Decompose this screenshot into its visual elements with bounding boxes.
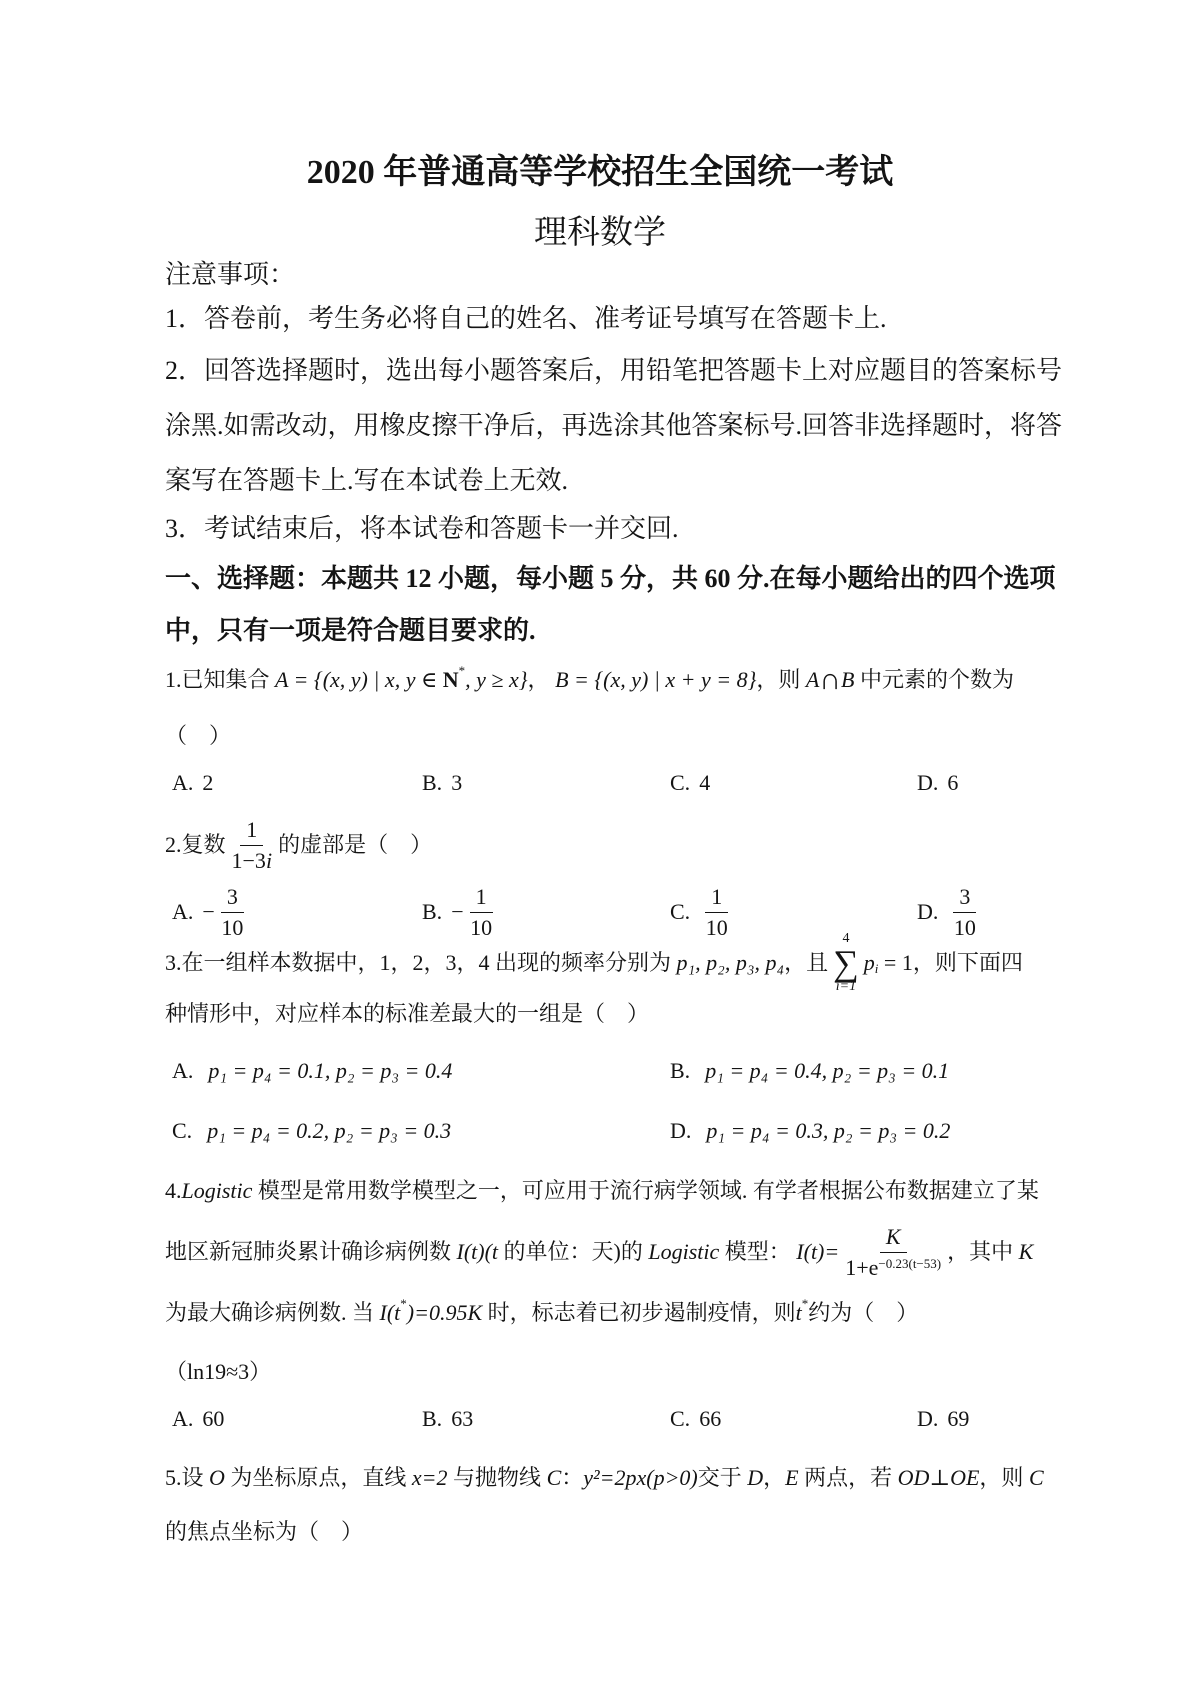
option-3a-label: A. xyxy=(172,1058,194,1083)
option-1b-label: B. xyxy=(422,770,443,795)
option-4c xyxy=(670,1406,917,1432)
question-4-line-2-text: 地区新冠肺炎累计确诊病例数 xyxy=(165,1238,457,1264)
option-3b-label: B. xyxy=(670,1058,691,1083)
model-fraction xyxy=(845,1224,941,1280)
option-1c-label: C. xyxy=(670,770,691,795)
option-1d xyxy=(917,770,1037,796)
point-d-symbol: D xyxy=(747,1464,764,1490)
option-2d-denominator: 10 xyxy=(953,914,976,940)
option-2c-numerator: 1 xyxy=(705,884,728,912)
option-3c-value: p₁ = p₄ = 0.2, p₂ = p₃ = 0.3 xyxy=(207,1118,452,1143)
origin-symbol: O xyxy=(209,1464,225,1490)
summand-subscript: i xyxy=(874,960,879,976)
notice-item-2-line-1: 2．回答选择题时，选出每小题答案后，用铅笔把答题卡上对应题目的答案标号 xyxy=(165,356,1063,385)
exam-title: 2020 年普通高等学校招生全国统一考试 xyxy=(306,154,894,191)
summation-upper-limit: 4 xyxy=(842,930,850,946)
question-4-line-2-mid-2: 模型： xyxy=(719,1238,797,1264)
question-4-line-2-tail: ，其中 xyxy=(947,1238,1019,1264)
fraction-numerator: 1 xyxy=(240,817,263,845)
model-fraction-denominator xyxy=(845,1253,941,1280)
option-2b-numerator: 1 xyxy=(470,884,493,912)
option-3d-value: p₁ = p₄ = 0.3, p₂ = p₃ = 0.2 xyxy=(706,1118,951,1143)
option-1b-value: 3 xyxy=(451,770,463,795)
question-3-text: 在一组样本数据中，1，2，3，4 出现的频率分别为 xyxy=(181,949,677,975)
question-4-stem-line-3 xyxy=(165,1295,919,1328)
question-5-stem-line-1 xyxy=(165,1463,1044,1493)
exponent: −0.23(t−53) xyxy=(878,1255,942,1271)
notice-item-2-line-3: 案写在答题卡上.写在本试卷上无效. xyxy=(165,466,569,495)
question-3-stem-line-1 xyxy=(165,915,1023,1011)
option-1b xyxy=(422,770,670,796)
question-3-tail: ，则下面四 xyxy=(912,949,1023,975)
option-4c-label: C. xyxy=(670,1406,691,1431)
logistic-word-2: Logistic xyxy=(648,1238,720,1264)
option-3c-label: C. xyxy=(172,1118,193,1143)
option-1a xyxy=(172,770,422,796)
logistic-word: Logistic xyxy=(181,1177,253,1203)
option-3a xyxy=(172,1058,670,1084)
set-b-symbol: B xyxy=(841,666,855,692)
comma: ， xyxy=(527,666,556,692)
threshold-value: )=0.95K xyxy=(406,1299,483,1325)
notice-item-1: 1．答卷前，考生务必将自己的姓名、准考证号填写在答题卡上. xyxy=(165,304,887,333)
sigma-glyph: ∑ xyxy=(833,942,859,983)
option-2a-label: A. xyxy=(172,899,194,924)
line-equation: x=2 xyxy=(411,1464,448,1490)
natural-number-star: * xyxy=(458,662,466,678)
set-a-expression: A = {(x, y) | x, y ∈ xyxy=(275,666,443,692)
question-4-stem-line-1 xyxy=(165,1176,1039,1206)
option-4b-label: B. xyxy=(422,1406,443,1431)
comma-2: ， xyxy=(763,1464,786,1490)
option-1a-label: A. xyxy=(172,770,194,795)
option-3b xyxy=(670,1058,1037,1084)
question-3-stem-line-2: 种情形中，对应样本的标准差最大的一组是（ ） xyxy=(165,1001,650,1026)
question-2-text: 复数 xyxy=(181,831,226,857)
case-count-function: I(t)(t xyxy=(456,1238,499,1264)
summation-symbol xyxy=(833,932,859,994)
summand-p: p xyxy=(863,949,875,975)
question-4-line-3-mid: 时，标志着已初步遏制疫情，则 xyxy=(482,1299,796,1325)
question-4-options xyxy=(172,1406,1037,1432)
perpendicular-condition: OD⊥OE xyxy=(897,1464,980,1490)
question-1-text: 已知集合 xyxy=(181,666,276,692)
question-3-options-row-2 xyxy=(172,1118,1037,1144)
exam-subtitle: 理科数学 xyxy=(534,215,666,251)
set-b-expression: B = {(x, y) | x + y = 8} xyxy=(555,666,757,692)
imaginary-unit: i xyxy=(265,847,273,873)
question-5-text-5: 两点，若 xyxy=(798,1464,898,1490)
notice-heading: 注意事项： xyxy=(165,260,296,289)
option-4a-label: A. xyxy=(172,1406,194,1431)
option-2a-denominator: 10 xyxy=(221,914,244,940)
max-cases-symbol: K xyxy=(1018,1238,1034,1264)
question-5-text-2: 为坐标原点，直线 xyxy=(224,1464,412,1490)
question-1-options xyxy=(172,770,1037,796)
question-4-stem-line-2 xyxy=(165,1207,1033,1297)
option-1c xyxy=(670,770,917,796)
option-2a-sign: − xyxy=(202,899,215,924)
sum-equals-one: = 1 xyxy=(878,949,913,975)
notice-item-3: 3．考试结束后，将本试卷和答题卡一并交回. xyxy=(165,514,679,543)
curve-symbol-2: C xyxy=(1028,1464,1044,1490)
threshold-function: I(t xyxy=(379,1299,401,1325)
question-3-options-row-1 xyxy=(172,1058,1037,1084)
question-4-hint: （ln19≈3） xyxy=(165,1359,272,1384)
section-heading-line-1: 一、选择题：本题共 12 小题，每小题 5 分，共 60 分.在每小题给出的四个选项 xyxy=(165,564,1056,593)
set-a-symbol: A xyxy=(805,666,820,692)
option-4c-value: 66 xyxy=(699,1406,722,1431)
option-4d-label: D. xyxy=(917,1406,939,1431)
question-1-stem xyxy=(165,662,1015,696)
option-1a-value: 2 xyxy=(202,770,214,795)
option-1d-label: D. xyxy=(917,770,939,795)
parabola-equation: y²=2px(p>0) xyxy=(583,1464,698,1490)
question-1-answer-blank: （ ） xyxy=(165,723,232,748)
set-a-condition: , y ≥ x} xyxy=(465,666,528,692)
option-2b-label: B. xyxy=(422,899,443,924)
colon: ： xyxy=(561,1464,584,1490)
question-2-number: 2. xyxy=(165,831,182,857)
question-4-line-1-text: 模型是常用数学模型之一，可应用于流行病学领域. 有学者根据公布数据建立了某 xyxy=(252,1177,1039,1203)
question-2-tail: 的虚部是（ ） xyxy=(278,831,433,857)
option-3b-value: p₁ = p₄ = 0.4, p₂ = p₃ = 0.1 xyxy=(705,1058,950,1083)
question-5-text-6: ，则 xyxy=(979,1464,1029,1490)
question-5-text-1: 设 xyxy=(181,1464,210,1490)
question-5-number: 5. xyxy=(165,1464,182,1490)
curve-symbol: C xyxy=(546,1464,562,1490)
option-3c xyxy=(172,1118,670,1144)
option-3d-label: D. xyxy=(670,1118,692,1143)
option-4a xyxy=(172,1406,422,1432)
option-2a-numerator: 3 xyxy=(221,884,244,912)
question-5-stem-line-2: 的焦点坐标为（ ） xyxy=(165,1519,364,1544)
t-symbol: t xyxy=(795,1299,802,1325)
option-1c-value: 4 xyxy=(699,770,711,795)
option-2d-numerator: 3 xyxy=(953,884,976,912)
question-5-text-3: 与抛物线 xyxy=(447,1464,547,1490)
question-1-number: 1. xyxy=(165,666,182,692)
question-4-line-3-tail: 约为（ ） xyxy=(808,1299,919,1325)
option-4d xyxy=(917,1406,1037,1432)
then-text: ，则 xyxy=(756,666,806,692)
option-2b-denominator: 10 xyxy=(470,914,493,940)
frequency-list: p₁, p₂, p₃, p₄ xyxy=(676,949,785,975)
option-4b-value: 63 xyxy=(451,1406,474,1431)
question-1-tail: 中元素的个数为 xyxy=(854,666,1015,692)
notice-item-2-line-2: 涂黑.如需改动，用橡皮擦干净后，再选涂其他答案标号.回答非选择题时，将答 xyxy=(165,411,1063,440)
question-3-number: 3. xyxy=(165,949,182,975)
option-1d-value: 6 xyxy=(947,770,959,795)
natural-number-symbol: N xyxy=(442,666,459,692)
option-2d-label: D. xyxy=(917,899,939,924)
question-5-text-4: 交于 xyxy=(697,1464,748,1490)
question-4-line-2-mid: 的单位：天)的 xyxy=(498,1238,649,1264)
denominator-real: 1−3 xyxy=(231,847,266,873)
option-3d xyxy=(670,1118,1037,1144)
option-4b xyxy=(422,1406,670,1432)
model-fraction-numerator: K xyxy=(880,1224,907,1252)
summation-lower-limit: i=1 xyxy=(835,979,857,995)
option-2b-sign: − xyxy=(451,899,464,924)
point-e-symbol: E xyxy=(785,1464,799,1490)
option-3a-value: p₁ = p₄ = 0.1, p₂ = p₃ = 0.4 xyxy=(208,1058,453,1083)
denominator-base: 1+e xyxy=(845,1254,879,1280)
option-4d-value: 69 xyxy=(947,1406,970,1431)
option-4a-value: 60 xyxy=(202,1406,225,1431)
question-4-number: 4. xyxy=(165,1177,182,1203)
t-star-sup-1: * xyxy=(400,1295,407,1311)
option-2c-label: C. xyxy=(670,899,691,924)
question-3-mid: ，且 xyxy=(784,949,829,975)
option-2c-denominator: 10 xyxy=(705,914,728,940)
section-heading-line-2: 中，只有一项是符合题目要求的. xyxy=(165,616,536,645)
t-star-sup-2: * xyxy=(801,1295,809,1311)
intersection-symbol: ∩ xyxy=(819,663,842,696)
model-formula-lhs: I(t)= xyxy=(796,1238,840,1264)
question-4-line-3-text: 为最大确诊病例数. 当 xyxy=(165,1299,380,1325)
